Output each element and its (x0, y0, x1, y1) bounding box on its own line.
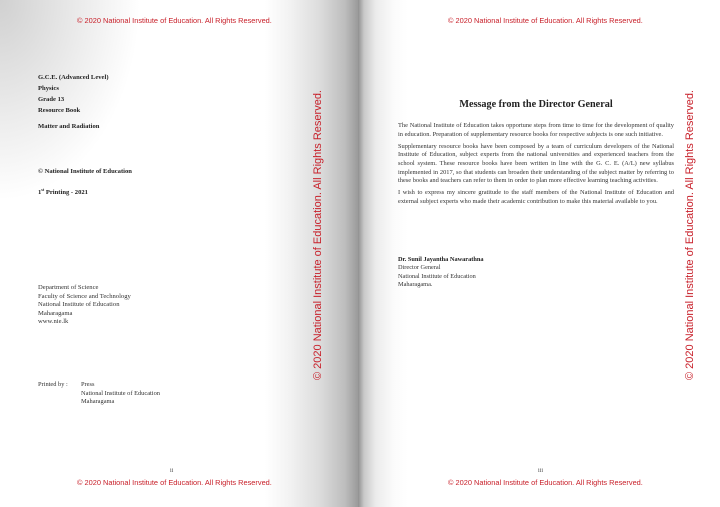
message-paragraph: I wish to express my sincere gratitude to the staff members of the National Institute of Education and external subject experts who made their academic contribution to make this material available to you. (398, 189, 674, 205)
title-block (38, 72, 109, 132)
copyright-line: © National Institute of Education (38, 168, 132, 175)
side-watermark: © 2020 National Institute of Education. All Rights Reserved. (684, 90, 696, 380)
message-paragraph: Supplementary resource books have been composed by a team of curriculum developers of the National Institute of Education, subject experts from the national universities and experienced teachers from the school system. These resource books have been written in line with the G. C. E. (A/L) new syllabus implemented in 2017, so that students can broaden their understanding of the subject matter by referring to these books and teachers can refer to them in order to plan more effective learning teaching activities. (398, 142, 674, 185)
header-watermark: © 2020 National Institute of Education. All Rights Reserved. (448, 16, 643, 25)
exam-level: G.C.E. (Advanced Level) (38, 74, 109, 81)
message-paragraph: The National Institute of Education takes opportune steps from time to time for the development of quality in education. Preparation of supplementary resource books for respective subjects is one such initiative. (398, 122, 674, 138)
signatory-place: Maharagama. (398, 281, 433, 289)
signature-block (398, 256, 484, 290)
footer-watermark: © 2020 National Institute of Education. All Rights Reserved. (448, 478, 643, 487)
message-body (398, 122, 674, 210)
signatory-name: Dr. Sunil Jayantha Nawarathna (398, 256, 484, 263)
page-number: ii (170, 468, 174, 474)
signatory-title: Director General (398, 264, 441, 272)
printed-by-label: Printed by : (38, 381, 68, 388)
subject-name: Physics (38, 85, 59, 92)
message-title: Message from the Director General (459, 99, 613, 110)
book-type: Resource Book (38, 107, 81, 114)
website-link[interactable]: www.nie.lk (38, 318, 69, 326)
signatory-org: National Institute of Education (398, 272, 476, 280)
publisher-address: Department of Science Faculty of Science and Technology National Institute of Education Maharagama www.nie.lk (38, 284, 131, 326)
header-watermark: © 2020 National Institute of Education. All Rights Reserved. (77, 16, 272, 25)
printing-line: 1st Printing - 2021 (38, 187, 88, 197)
grade: Grade 13 (38, 96, 65, 103)
right-page (358, 0, 720, 507)
page-number: iii (538, 468, 544, 474)
book-topic: Matter and Radiation (38, 123, 100, 130)
footer-watermark: © 2020 National Institute of Education. All Rights Reserved. (77, 478, 272, 487)
side-watermark: © 2020 National Institute of Education. All Rights Reserved. (312, 90, 324, 380)
left-page: © 2020 National Institute of Education. All Rights Reserved. G.C.E. (Advanced Level) Physics Grade 13 Resource Book Matter and Radiation © National Institute of Education 1st Printing - 2021 Department of Science Faculty of Science and Technology National Institute of Education Maharagama www.nie.lk Printed by : Press National Institute of Education Maharagama ii © 2020 National Institute of Education. All Rights Reserved. © 2020 National Institute of Education. All Rights Reserved. (0, 0, 358, 507)
